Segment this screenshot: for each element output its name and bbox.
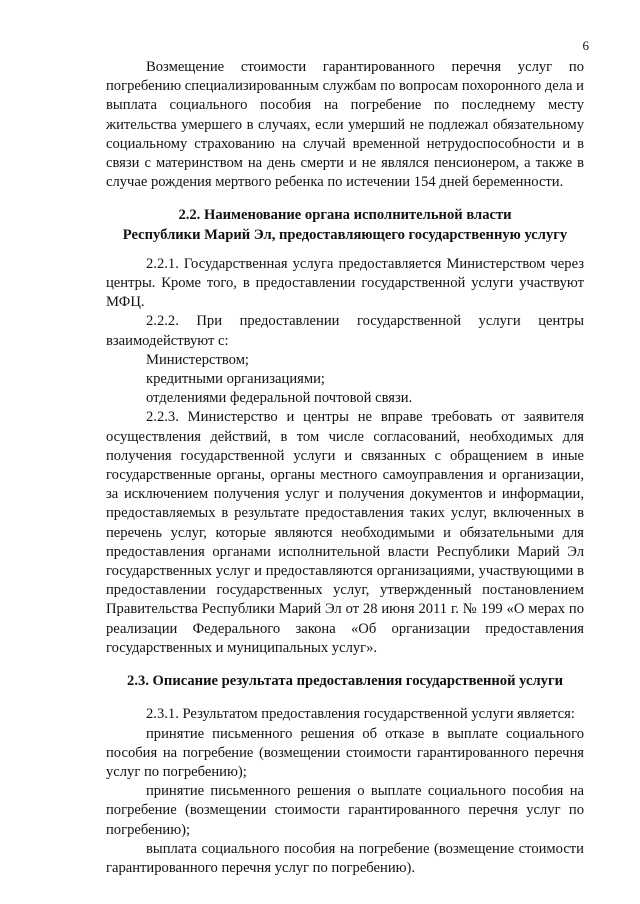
list-item: выплата социального пособия на погребение (возмещение стоимости гарантированного перечня услуг по погребению). [106,840,584,876]
paragraph-2-2-2: 2.2.2. При предоставлении государственной услуги центры взаимодействуют с: [106,313,584,349]
list-item: Министерством; [146,351,249,368]
list-item: принятие письменного решения о выплате социального пособия на погребение (возмещении стоимости гарантированного перечня услуг по погребению); [106,783,584,838]
paragraph-2-3-1: 2.3.1. Результатом предоставления государственной услуги является: [146,706,575,723]
list-item: принятие письменного решения об отказе в выплате социального пособия на погребение (возмещении стоимости гарантированного перечня услуг по погребению); [106,725,584,780]
list-item: кредитными организациями; [146,371,325,388]
section-2-2-heading-line2: Республики Марий Эл, предоставляющего государственную услугу [122,226,568,243]
page-number: 6 [582,38,589,53]
paragraph-2-2-1: 2.2.1. Государственная услуга предоставляется Министерством через центры. Кроме того, в предоставлении государственной услуги участвуют МФЦ. [106,255,584,311]
document-body [106,58,584,878]
intro-paragraph: Возмещение стоимости гарантированного перечня услуг по погребению специализированным службам по вопросам похоронного дела и выплата социального пособия на погребение по последнему месту жительства умершего в случаях, если умерший не подлежал обязательному социальному страхованию на случай временной нетрудоспособности и в связи с материнством на день смерти и не являлся пенсионером, а также в случае рождения мертвого ребенка по истечении 154 дней беременности. [106,59,584,191]
list-item: отделениями федеральной почтовой связи. [146,390,413,407]
section-2-2-heading [106,206,584,244]
section-2-3-heading: 2.3. Описание результата предоставления государственной услуги [127,673,563,690]
paragraph-2-2-3: 2.2.3. Министерство и центры не вправе требовать от заявителя осуществления действий, в том числе согласований, необходимых для получения государственной услуги и связанных с обращением в иные государственные органы, органы местного самоуправления и организации, за исключением получения услуг и получения документов и информации, предоставляемых в результате предоставления таких услуг, включенных в перечень услуг, которые являются необходимыми и обязательными для предоставления органами исполнительной власти Республики Марий Эл государственных услуг и предоставляются организациями, участвующими в предоставлении государственных услуг, утвержденный постановлением Правительства Республики Марий Эл от 28 июня 2011 г. № 199 «О мерах по реализации Федерального закона «Об организации предоставления государственных и муниципальных услуг». [106,409,584,656]
section-2-2-heading-line1: 2.2. Наименование органа исполнительной власти [178,207,512,224]
